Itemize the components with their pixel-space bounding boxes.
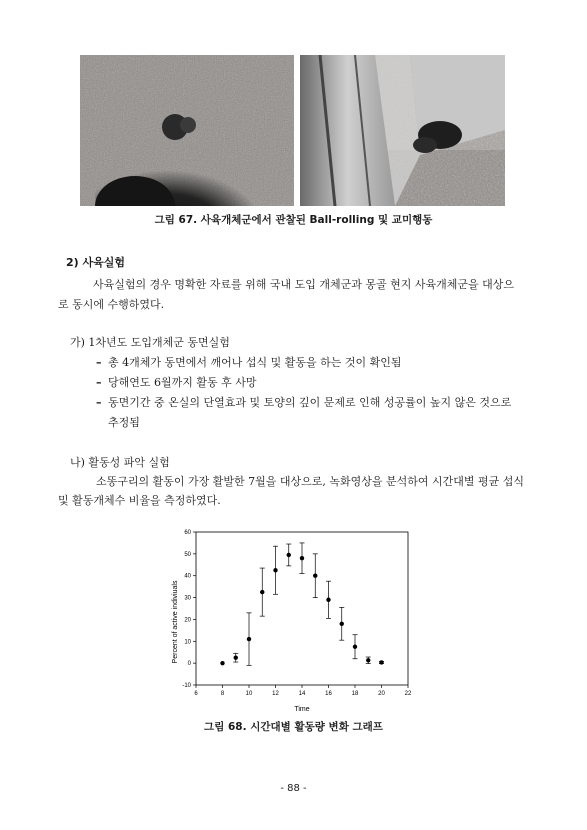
- chart-x-tick-label: 16: [325, 691, 332, 697]
- list-item-text: 당해연도 6월까지 활동 후 사망: [108, 376, 257, 389]
- chart-y-axis-label: Percent of active indiviuals: [172, 580, 179, 664]
- photo-ball-rolling-image: [80, 55, 294, 206]
- chart-y-tick-label: -10: [182, 683, 191, 689]
- chart-x-tick-label: 22: [404, 691, 412, 697]
- bullet-dash: –: [96, 396, 102, 409]
- chart-data-point: [326, 598, 330, 602]
- chart-x-axis-label: Time: [294, 706, 310, 713]
- page-number: - 88 -: [280, 783, 307, 794]
- chart-x-tick-label: 12: [272, 691, 279, 697]
- subsection-na-paragraph-line-2: 및 활동개체수 비율을 측정하였다.: [58, 494, 221, 507]
- section-paragraph-line-1: 사육실험의 경우 명확한 자료를 위해 국내 도입 개체군과 몽골 현지 사육개체군을 대상으: [93, 278, 514, 291]
- bullet-dash: –: [96, 356, 102, 369]
- chart-y-tick-label: 40: [184, 573, 191, 580]
- chart-data-point: [313, 574, 317, 578]
- chart-x-tick-label: 6: [194, 691, 198, 697]
- figure-67-caption: 그림 67. 사육개체군에서 관찰된 Ball-rolling 및 교미행동: [154, 214, 433, 226]
- photo-mating-behavior-image: [300, 55, 505, 206]
- chart-data-point: [300, 556, 304, 560]
- chart-data-point: [340, 622, 344, 626]
- section-heading: 2) 사육실험: [66, 256, 126, 269]
- chart-data-point: [234, 655, 238, 659]
- chart-data-point: [287, 553, 291, 557]
- chart-y-tick-label: 50: [184, 551, 191, 558]
- chart-y-tick-label: 0: [187, 661, 191, 668]
- chart-data-point: [366, 658, 370, 662]
- photo-ball-rolling: [80, 55, 294, 206]
- section-paragraph-line-2: 로 동시에 수행하였다.: [58, 298, 165, 311]
- chart-x-tick-label: 18: [351, 691, 359, 697]
- chart-x-tick-label: 8: [220, 691, 225, 697]
- activity-chart: [170, 528, 420, 714]
- chart-y-tick-label: 10: [184, 639, 191, 646]
- subsection-na-paragraph-line-1: 소똥구리의 활동이 가장 활발한 7월을 대상으로, 녹화영상을 분석하여 시간대별 평균 섭식: [96, 475, 524, 488]
- chart-data-point: [220, 661, 224, 665]
- chart-x-tick-label: 10: [245, 691, 253, 697]
- chart-x-tick-label: 20: [378, 691, 385, 697]
- list-item-continuation: 추정됨: [108, 416, 140, 429]
- bullet-dash: –: [96, 376, 102, 389]
- chart-data-point: [260, 590, 264, 594]
- chart-y-tick-label: 30: [184, 595, 191, 602]
- chart-data-point: [379, 660, 383, 664]
- chart-data-point: [247, 637, 251, 641]
- list-item-text: 총 4개체가 동면에서 깨어나 섭식 및 활동을 하는 것이 확인됨: [108, 356, 402, 369]
- subsection-ga-heading: 가) 1차년도 도입개체군 동면실험: [70, 336, 230, 349]
- chart-x-tick-label: 14: [298, 691, 306, 697]
- subsection-na-heading: 나) 활동성 파악 실험: [70, 456, 170, 469]
- chart-data-point: [273, 568, 277, 572]
- chart-y-tick-label: 20: [184, 617, 191, 624]
- chart-y-tick-label: 60: [184, 530, 191, 536]
- chart-data-point: [353, 645, 357, 649]
- list-item-text: 동면기간 중 온실의 단열효과 및 토양의 깊이 문제로 인해 성공률이 높지 않은 것으로: [108, 396, 512, 409]
- figure-68-caption: 그림 68. 시간대별 활동량 변화 그래프: [204, 721, 383, 733]
- photo-mating-behavior: [300, 55, 505, 206]
